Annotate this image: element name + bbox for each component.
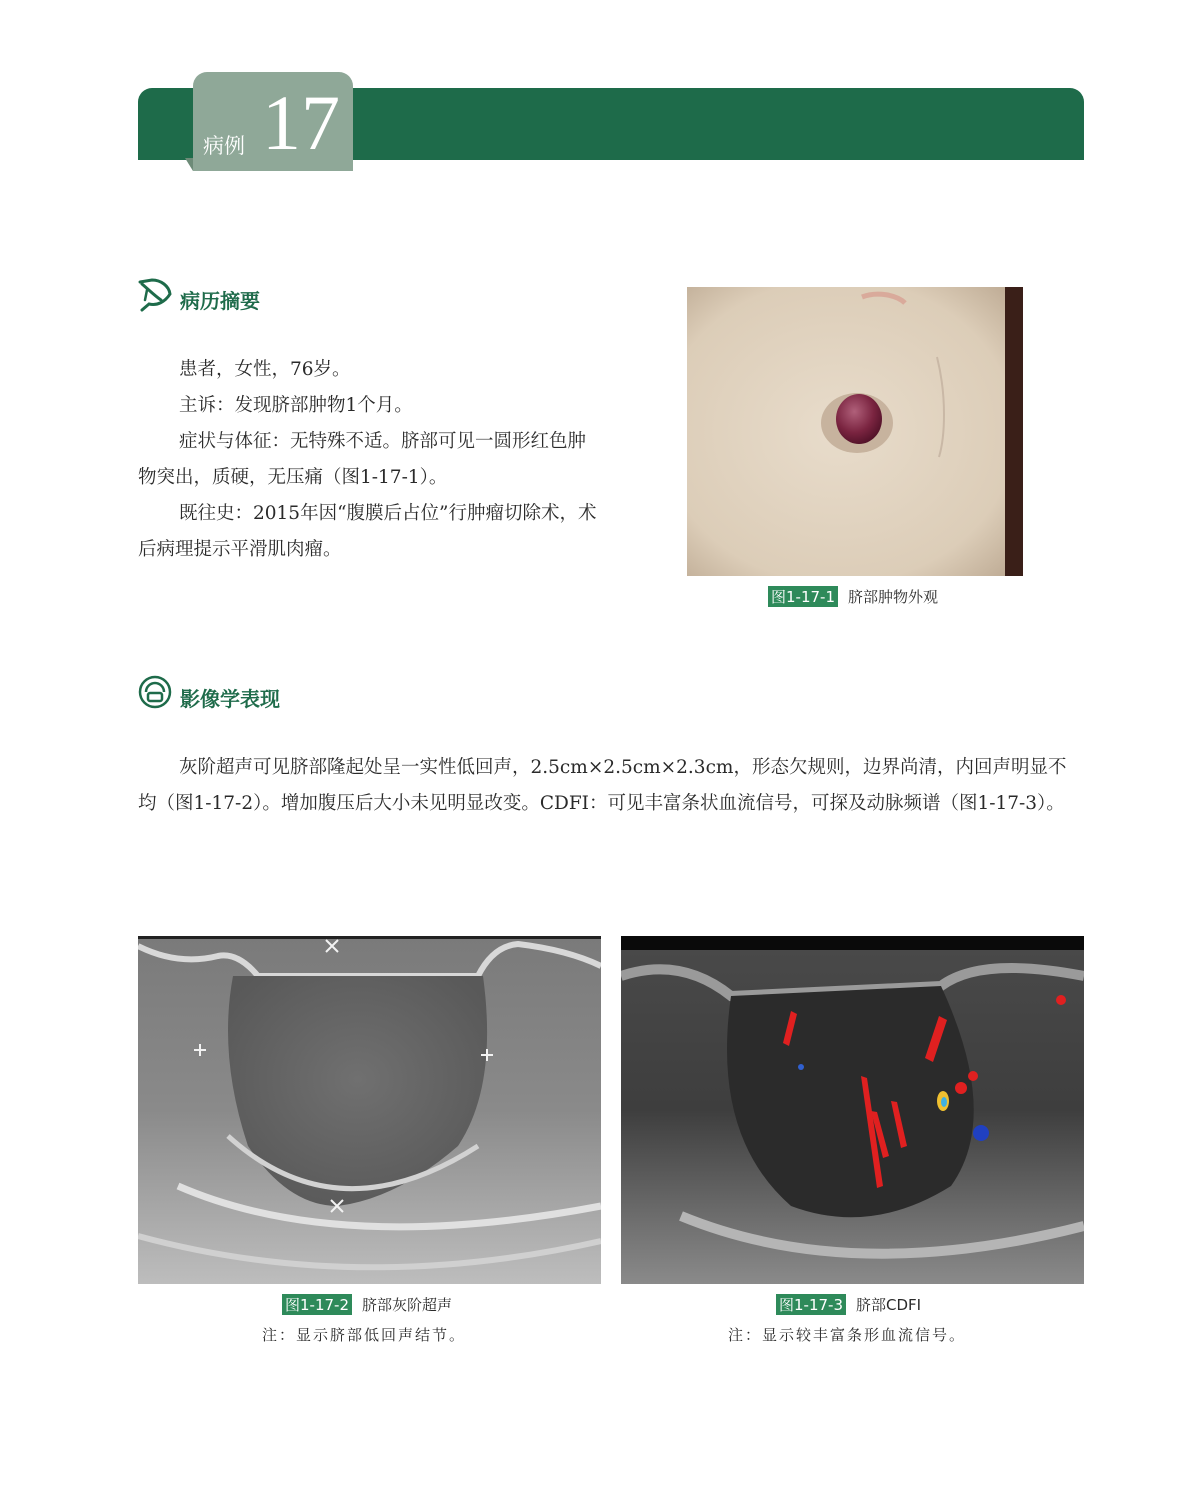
figure3-note: 注：显示较丰富条形血流信号。: [728, 1326, 967, 1344]
figure2-tag: 图1-17-2: [282, 1294, 352, 1315]
history-paragraph: 既往史：2015年因“腹膜后占位”行肿瘤切除术，术后病理提示平滑肌肉瘤。: [138, 503, 597, 560]
figure1-caption-text: 脐部肿物外观: [848, 588, 939, 606]
imaging-paragraph: 灰阶超声可见脐部隆起处呈一实性低回声，2.5cm×2.5cm×2.3cm，形态欠规则，边界尚清，内回声明显不均（图1-17-2）。增加腹压后大小未见明显改变。CDFI：可见丰富条状血流信号，可探及动脉频谱（图1-17-3）。: [138, 757, 1067, 814]
figure3-caption: [776, 1294, 921, 1315]
figure3-tag: 图1-17-3: [776, 1294, 846, 1315]
history-title: 病历摘要: [180, 289, 260, 313]
cdfi-ultrasound: [621, 936, 1084, 1284]
history-paragraph: 症状与体征：无特殊不适。脐部可见一圆形红色肿物突出，质硬，无压痛（图1-17-1）。: [138, 431, 587, 488]
figure3-caption-text: 脐部CDFI: [856, 1296, 922, 1314]
case-tab-fold: [185, 158, 193, 171]
imaging-title: 影像学表现: [180, 687, 280, 711]
history-paragraph: 患者，女性，76岁。: [179, 359, 351, 380]
case-number: 17: [262, 79, 340, 166]
figure2-caption: [282, 1294, 452, 1315]
case-label: 病例: [203, 134, 245, 158]
history-text: [138, 352, 600, 568]
scanner-icon: [137, 674, 173, 710]
figure2-caption-text: 脐部灰阶超声: [362, 1296, 453, 1314]
figure1-tag: 图1-17-1: [768, 586, 838, 607]
history-paragraph: 主诉：发现脐部肿物1个月。: [179, 395, 413, 416]
leaf-icon: [137, 276, 175, 312]
imaging-text: [138, 750, 1084, 822]
figure1-caption: [768, 586, 938, 607]
figure2-note: 注：显示脐部低回声结节。: [262, 1326, 467, 1344]
grayscale-ultrasound: [138, 936, 601, 1284]
umbilical-mass-photo: [687, 287, 1023, 576]
